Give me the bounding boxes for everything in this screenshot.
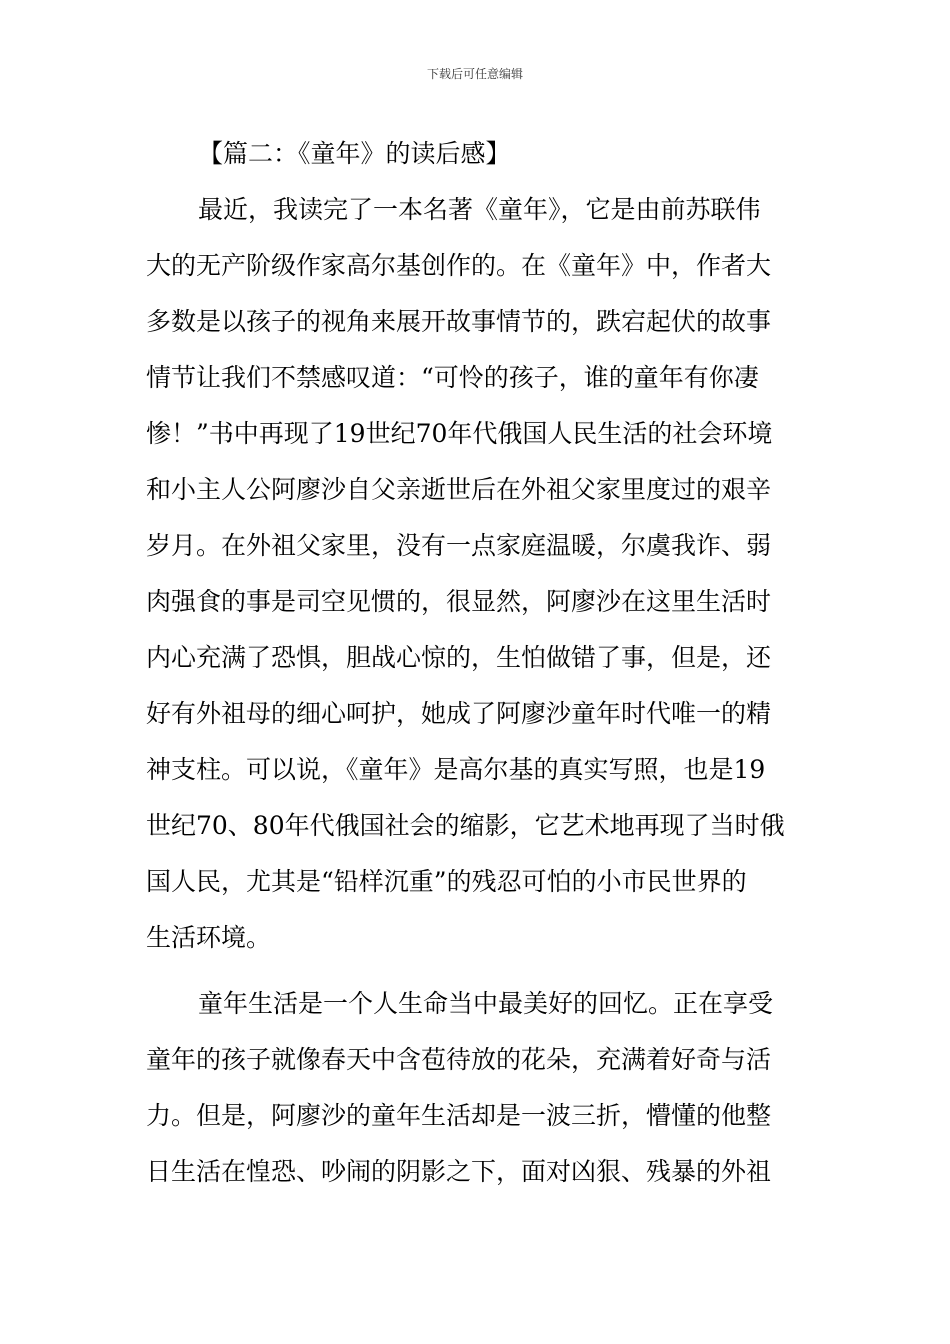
paragraph-line: 好有外祖母的细心呵护，她成了阿廖沙童年时代唯一的精 [146,699,772,728]
page-header: 下载后可任意编辑 [426,67,523,81]
paragraph-line: 大的无产阶级作家高尔基创作的。在《童年》中，作者大 [146,251,772,280]
paragraph-line: 童年生活是一个人生命当中最美好的回忆。正在享受 [198,989,774,1018]
document-title: 【篇二：《童年》的读后感】 [198,139,511,168]
paragraph-line: 国人民，尤其是“铅样沉重”的残忍可怕的小市民世界的 [146,867,747,896]
paragraph-line: 日生活在惶恐、吵闹的阴影之下，面对凶狠、残暴的外祖 [146,1157,772,1186]
paragraph-1 [146,182,810,966]
paragraph-line: 力。但是，阿廖沙的童年生活却是一波三折，懵懂的他整 [146,1101,772,1130]
paragraph-line: 情节让我们不禁感叹道：“可怜的孩子，谁的童年有你凄 [146,363,759,392]
paragraph-line: 多数是以孩子的视角来展开故事情节的，跌宕起伏的故事 [146,307,772,336]
paragraph-line: 肉强食的事是司空见惯的，很显然，阿廖沙在这里生活时 [146,587,772,616]
paragraph-line: 世纪70、80年代俄国社会的缩影，它艺术地再现了当时俄 [146,811,785,840]
document-body [146,126,810,1200]
paragraph-line: 岁月。在外祖父家里，没有一点家庭温暖，尔虞我诈、弱 [146,531,772,560]
paragraph-line: 和小主人公阿廖沙自父亲逝世后在外祖父家里度过的艰辛 [146,475,772,504]
paragraph-line: 内心充满了恐惧，胆战心惊的，生怕做错了事，但是，还 [146,643,772,672]
paragraph-line: 惨！”书中再现了19世纪70年代俄国人民生活的社会环境 [146,419,773,448]
paragraph-spacer [146,966,810,976]
paragraph-line: 神支柱。可以说，《童年》是高尔基的真实写照，也是19 [146,755,766,784]
paragraph-2 [146,976,810,1200]
paragraph-line: 童年的孩子就像春天中含苞待放的花朵，充满着好奇与活 [146,1045,772,1074]
paragraph-line: 生活环境。 [146,923,272,952]
paragraph-line: 最近，我读完了一本名著《童年》，它是由前苏联伟 [198,195,761,224]
